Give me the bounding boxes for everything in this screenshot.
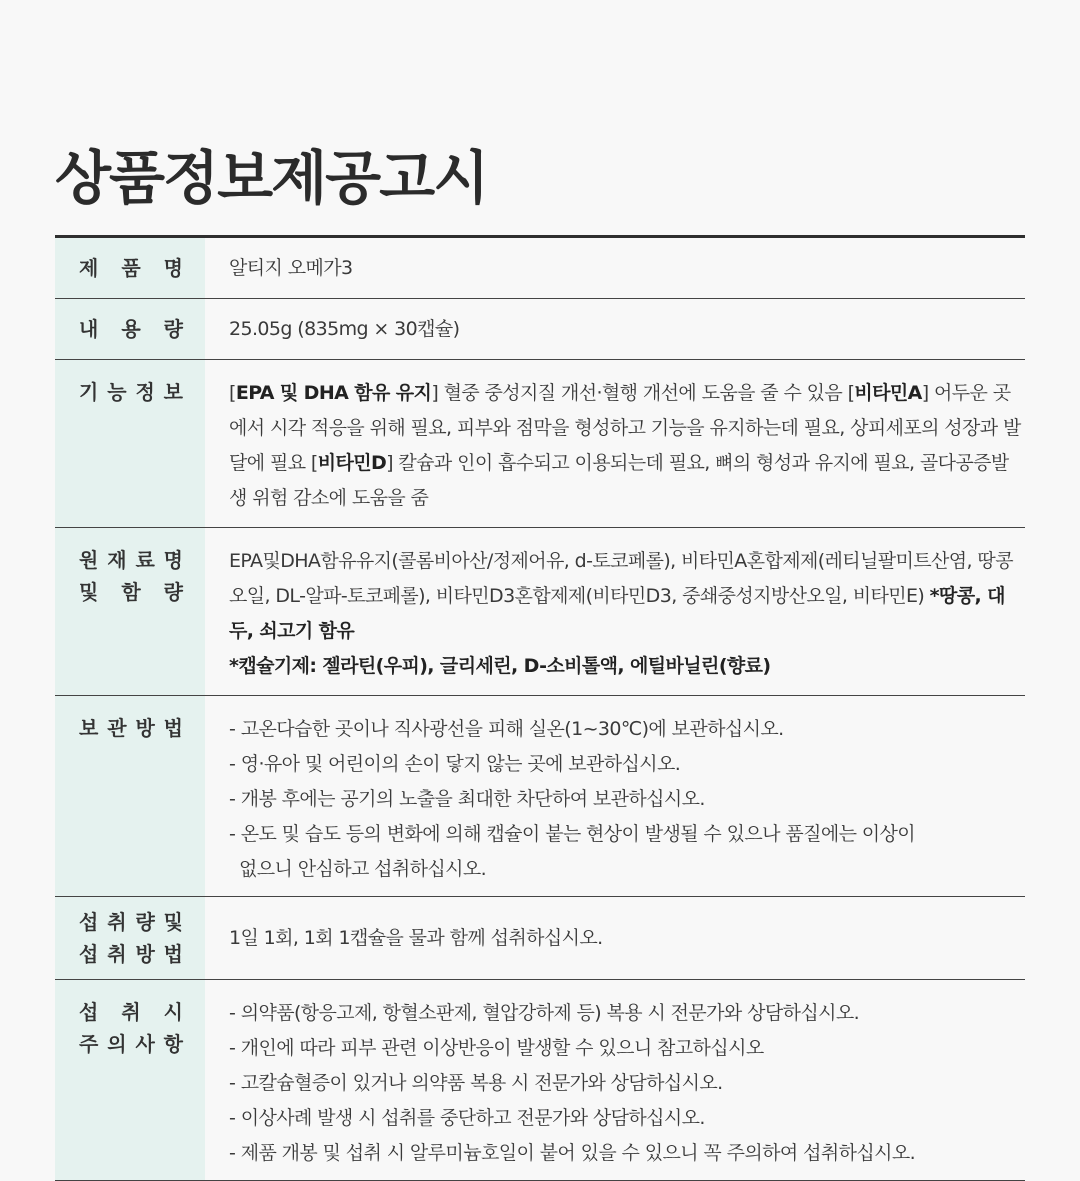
- list-item: [229, 747, 1025, 782]
- label-line: [79, 576, 183, 608]
- list-item: [229, 712, 1025, 747]
- text-segment-bold: 비타민A: [854, 382, 922, 404]
- label-char: 명: [163, 548, 183, 572]
- label-lines: [79, 906, 183, 970]
- label-char: 방: [135, 942, 155, 966]
- label-line: [79, 1028, 183, 1060]
- info-table: [55, 235, 1025, 1181]
- label-char: 및: [163, 910, 183, 934]
- function-text: [229, 382, 1021, 509]
- label-char: 보: [79, 716, 99, 740]
- list-item: - 개인에 따라 피부 관련 이상반응이 발생할 수 있으니 참고하십시오: [229, 1037, 764, 1059]
- label-char: 함: [121, 580, 141, 604]
- list-item: [229, 782, 1025, 817]
- list-item-text: - 온도 및 습도 등의 변화에 의해 캡슐이 붙는 현상이 발생될 수 있으나 품질에는 이상이: [229, 823, 916, 845]
- label-char: 품: [121, 256, 141, 280]
- row-label: [55, 897, 205, 979]
- label-char: 취: [121, 1000, 141, 1024]
- label-char: 보: [163, 380, 183, 404]
- label-char: 법: [163, 716, 183, 740]
- label-char: 능: [107, 380, 127, 404]
- label-char: 기: [79, 380, 99, 404]
- row-label: [55, 696, 205, 896]
- label-char: 의: [107, 1032, 127, 1056]
- label-lines: [79, 313, 183, 345]
- label-char: 섭: [79, 910, 99, 934]
- table-row-contents: [55, 299, 1025, 360]
- text-segment: ] 어두운 곳에서 시각 적응을 위해 필요, 피부와 점막을 형성하고 기능을 유지하는데 필요, 상피세포의 성장과 발달에 필요 [: [229, 382, 1021, 474]
- list-item: - 제품 개봉 및 섭취 시 알루미늄호일이 붙어 있을 수 있으니 꼭 주의하여 섭취하십시오.: [229, 1142, 916, 1164]
- label-char: 량: [163, 580, 183, 604]
- list-item: - 이상사례 발생 시 섭취를 중단하고 전문가와 상담하십시오.: [229, 1107, 705, 1129]
- label-line: [79, 252, 183, 284]
- label-char: 정: [135, 380, 155, 404]
- row-label: [55, 980, 205, 1180]
- ingredients-list: EPA및DHA함유유지(콜롬비아산/정제어유, d-토코페롤), 비타민A혼합제제(레티닐팔미트산염, 땅콩오일, DL-알파-토코페롤), 비타민D3혼합제제(비타민D3, 중쇄중성지방산오일, 비타민E): [229, 550, 1013, 607]
- ingredients-text: [229, 550, 1013, 642]
- label-line: [79, 996, 183, 1028]
- label-char: 사: [135, 1032, 155, 1056]
- row-label: [55, 299, 205, 359]
- row-value: [205, 360, 1025, 527]
- row-label: [55, 360, 205, 527]
- label-char: 취: [107, 942, 127, 966]
- row-value: [205, 299, 1025, 359]
- label-line: [79, 938, 183, 970]
- row-value: [205, 238, 1025, 298]
- list-item-continuation: 없으니 안심하고 섭취하십시오.: [239, 858, 487, 880]
- label-char: 시: [163, 1000, 183, 1024]
- intake-method-value: 1일 1회, 1회 1캡슐을 물과 함께 섭취하십시오.: [229, 926, 603, 949]
- list-item: - 고칼슘혈증이 있거나 의약품 복용 시 전문가와 상담하십시오.: [229, 1072, 723, 1094]
- label-line: [79, 712, 183, 744]
- label-char: 방: [135, 716, 155, 740]
- product-info-notice: [55, 140, 1025, 1181]
- label-char: 섭: [79, 1000, 99, 1024]
- label-char: 재: [107, 548, 127, 572]
- label-char: 명: [163, 256, 183, 280]
- label-char: 용: [121, 317, 141, 341]
- text-segment-bold: EPA 및 DHA 함유 유지: [235, 382, 432, 404]
- list-item: - 의약품(항응고제, 항혈소판제, 혈압강하제 등) 복용 시 전문가와 상담하십시오.: [229, 1002, 860, 1024]
- label-char: 법: [163, 942, 183, 966]
- label-line: [79, 544, 183, 576]
- text-segment-bold: 비타민D: [317, 452, 387, 474]
- label-char: 항: [163, 1032, 183, 1056]
- table-row-precautions: [55, 980, 1025, 1181]
- label-char: 취: [107, 910, 127, 934]
- label-line: [79, 313, 183, 345]
- label-char: 섭: [79, 942, 99, 966]
- list-item-text: - 개봉 후에는 공기의 노출을 최대한 차단하여 보관하십시오.: [229, 788, 705, 810]
- label-char: 및: [79, 580, 99, 604]
- row-value: [205, 528, 1025, 695]
- label-char: 료: [135, 548, 155, 572]
- label-char: 량: [135, 910, 155, 934]
- table-row-function-info: [55, 360, 1025, 528]
- table-row-intake-method: [55, 897, 1025, 980]
- contents-value: 25.05g (835mg × 30캡슐): [229, 317, 460, 340]
- row-label: [55, 238, 205, 298]
- list-item: [229, 817, 1025, 887]
- page-title: 상품정보제공고시: [55, 144, 488, 212]
- text-segment: [: [229, 382, 236, 404]
- table-row-storage: [55, 696, 1025, 897]
- table-row-ingredients: [55, 528, 1025, 696]
- label-char: 내: [79, 317, 99, 341]
- row-label: [55, 528, 205, 695]
- product-name-value: 알티지 오메가3: [229, 256, 353, 279]
- allergen-notice: *땅콩, 대두, 쇠고기 함유: [229, 585, 1005, 642]
- label-lines: [79, 252, 183, 284]
- row-value: [205, 980, 1025, 1180]
- label-char: 주: [79, 1032, 99, 1056]
- label-line: [79, 906, 183, 938]
- capsule-base-notice: *캡슐기제: 젤라틴(우피), 글리세린, D-소비톨액, 에틸바닐린(향료): [229, 655, 771, 677]
- label-char: 량: [163, 317, 183, 341]
- text-segment: ] 칼슘과 인이 흡수되고 이용되는데 필요, 뼈의 형성과 유지에 필요, 골다공증발생 위험 감소에 도움을 줌: [229, 452, 1009, 509]
- text-segment: ] 혈중 중성지질 개선·혈행 개선에 도움을 줄 수 있음 [: [431, 382, 855, 404]
- label-char: 원: [79, 548, 99, 572]
- label-line: [79, 376, 183, 408]
- list-item-text: - 영·유아 및 어린이의 손이 닿지 않는 곳에 보관하십시오.: [229, 753, 681, 775]
- row-value: [205, 696, 1025, 896]
- list-item-text: - 고온다습한 곳이나 직사광선을 피해 실온(1~30℃)에 보관하십시오.: [229, 718, 784, 740]
- row-value: [205, 897, 1025, 979]
- label-char: 제: [79, 256, 99, 280]
- label-char: 관: [107, 716, 127, 740]
- table-row-product-name: [55, 238, 1025, 299]
